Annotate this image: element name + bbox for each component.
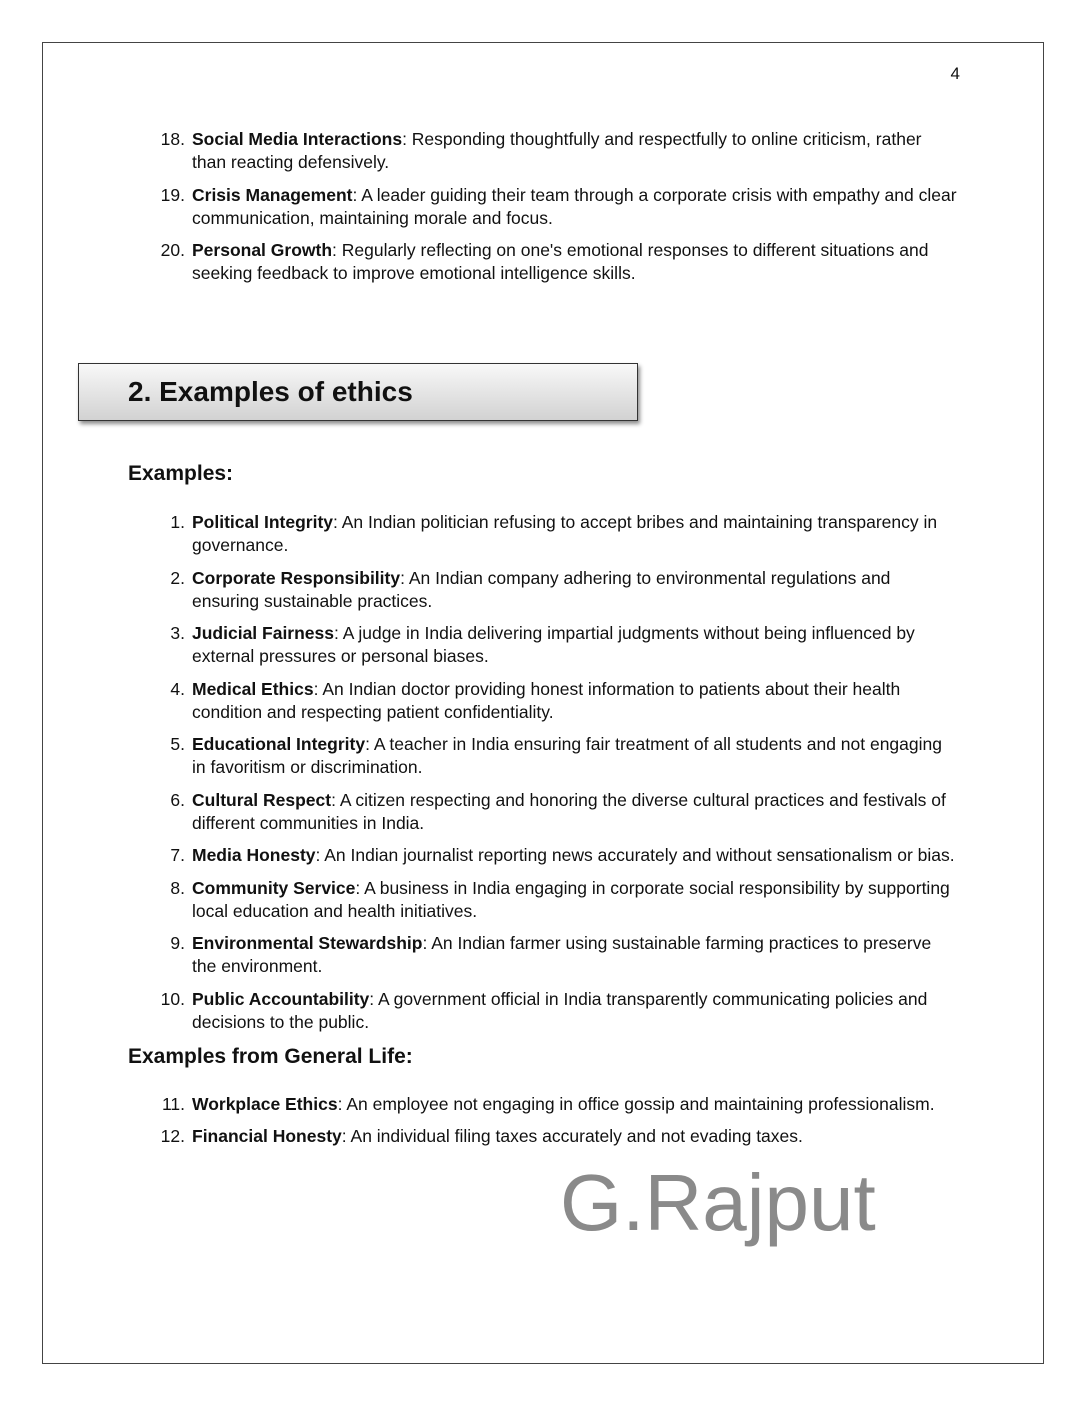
- item-term: Community Service: [192, 877, 356, 898]
- item-text: [192, 932, 960, 978]
- item-term: Crisis Management: [192, 184, 353, 205]
- item-description: : An Indian doctor providing honest information to patients about their health condition and respecting patient confidentiality.: [192, 678, 901, 722]
- item-number: 9.: [170, 933, 185, 953]
- list-general: [150, 1093, 960, 1149]
- item-number: 8.: [170, 877, 185, 898]
- watermark: G.Rajput: [560, 1157, 876, 1247]
- list-item: [150, 877, 960, 923]
- subheading-examples: Examples:: [128, 462, 234, 485]
- item-description: : An Indian farmer using sustainable farming practices to preserve the environment.: [192, 933, 932, 976]
- item-number: 11.: [161, 1093, 185, 1114]
- item-number: 12.: [160, 1126, 185, 1146]
- list-item: [150, 678, 960, 724]
- page-number: 4: [950, 64, 960, 83]
- item-term: Corporate Responsibility: [192, 567, 401, 588]
- item-description: : Responding thoughtfully and respectfully to online criticism, rather than reacting defensively.: [192, 129, 922, 172]
- item-number: 1.: [170, 512, 185, 532]
- section-heading-box: [78, 363, 638, 421]
- item-term: Public Accountability: [192, 988, 370, 1009]
- item-text: [192, 733, 960, 779]
- item-term: Educational Integrity: [192, 734, 366, 754]
- item-text: [192, 1093, 960, 1116]
- item-term: Media Honesty: [192, 845, 316, 865]
- item-term: Medical Ethics: [192, 678, 314, 699]
- item-text: [192, 128, 960, 174]
- item-term: Political Integrity: [192, 512, 333, 532]
- list-item: [150, 844, 960, 867]
- item-description: : An individual filing taxes accurately and not evading taxes.: [341, 1126, 803, 1146]
- section-heading: 2. Examples of ethics: [128, 376, 413, 407]
- item-description: : A leader guiding their team through a corporate crisis with empathy and clear communication, maintaining morale and focus.: [192, 184, 957, 228]
- item-text: [192, 877, 960, 923]
- item-number: 10.: [160, 988, 185, 1009]
- list-item: [150, 622, 960, 668]
- subheading-general: Examples from General Life:: [128, 1044, 413, 1068]
- item-term: Financial Honesty: [192, 1126, 342, 1146]
- item-text: [192, 844, 960, 867]
- item-text: [192, 511, 960, 557]
- item-text: [192, 567, 960, 613]
- item-term: Personal Growth: [192, 240, 333, 260]
- item-description: : A government official in India transparently communicating policies and decisions to the public.: [192, 988, 928, 1032]
- list-item: [150, 511, 960, 557]
- list-item: [150, 1093, 960, 1116]
- item-term: Cultural Respect: [192, 789, 332, 810]
- item-number: 3.: [170, 623, 185, 643]
- item-text: [192, 988, 960, 1034]
- item-number: 6.: [170, 789, 185, 810]
- item-description: : An employee not engaging in office gossip and maintaining professionalism.: [337, 1093, 935, 1114]
- list-item: [150, 1125, 960, 1148]
- list-item: [150, 567, 960, 613]
- list-examples: [150, 511, 960, 1034]
- item-description: : An Indian company adhering to environmental regulations and ensuring sustainable practices.: [192, 567, 891, 611]
- item-number: 19.: [160, 184, 185, 205]
- item-text: [192, 622, 960, 668]
- item-number: 7.: [170, 845, 185, 865]
- item-description: : A business in India engaging in corporate social responsibility by supporting local education and health initiatives.: [192, 877, 950, 921]
- item-term: Workplace Ethics: [192, 1093, 338, 1114]
- item-text: [192, 184, 960, 230]
- list-item: [150, 932, 960, 978]
- item-description: : A teacher in India ensuring fair treatment of all students and not engaging in favoritism or discrimination.: [192, 734, 942, 777]
- item-text: [192, 239, 960, 285]
- item-text: [192, 678, 960, 724]
- list-item: [150, 789, 960, 835]
- item-description: : Regularly reflecting on one's emotional responses to different situations and seeking feedback to improve emotional intelligence skills.: [192, 240, 929, 283]
- item-number: 4.: [170, 678, 185, 699]
- list-item: [150, 184, 960, 230]
- list-item: [150, 239, 960, 285]
- list-item: [150, 988, 960, 1034]
- item-text: [192, 789, 960, 835]
- item-number: 5.: [170, 734, 185, 754]
- list-item: [150, 733, 960, 779]
- item-number: 18.: [160, 129, 185, 149]
- page-content: [0, 128, 1088, 1248]
- item-text: [192, 1125, 960, 1148]
- item-description: : An Indian politician refusing to accept bribes and maintaining transparency in governance.: [192, 512, 938, 555]
- item-number: 2.: [170, 567, 185, 588]
- item-description: : A citizen respecting and honoring the diverse cultural practices and festivals of different communities in India.: [192, 789, 946, 833]
- item-term: Environmental Stewardship: [192, 933, 423, 953]
- item-term: Social Media Interactions: [192, 129, 403, 149]
- item-number: 20.: [160, 240, 185, 260]
- item-description: : An Indian journalist reporting news accurately and without sensationalism or bias.: [315, 845, 955, 865]
- list-item: [150, 128, 960, 174]
- item-description: : A judge in India delivering impartial judgments without being influenced by external pressures or personal biases.: [192, 623, 915, 666]
- list-top: [150, 128, 960, 285]
- item-term: Judicial Fairness: [192, 623, 335, 643]
